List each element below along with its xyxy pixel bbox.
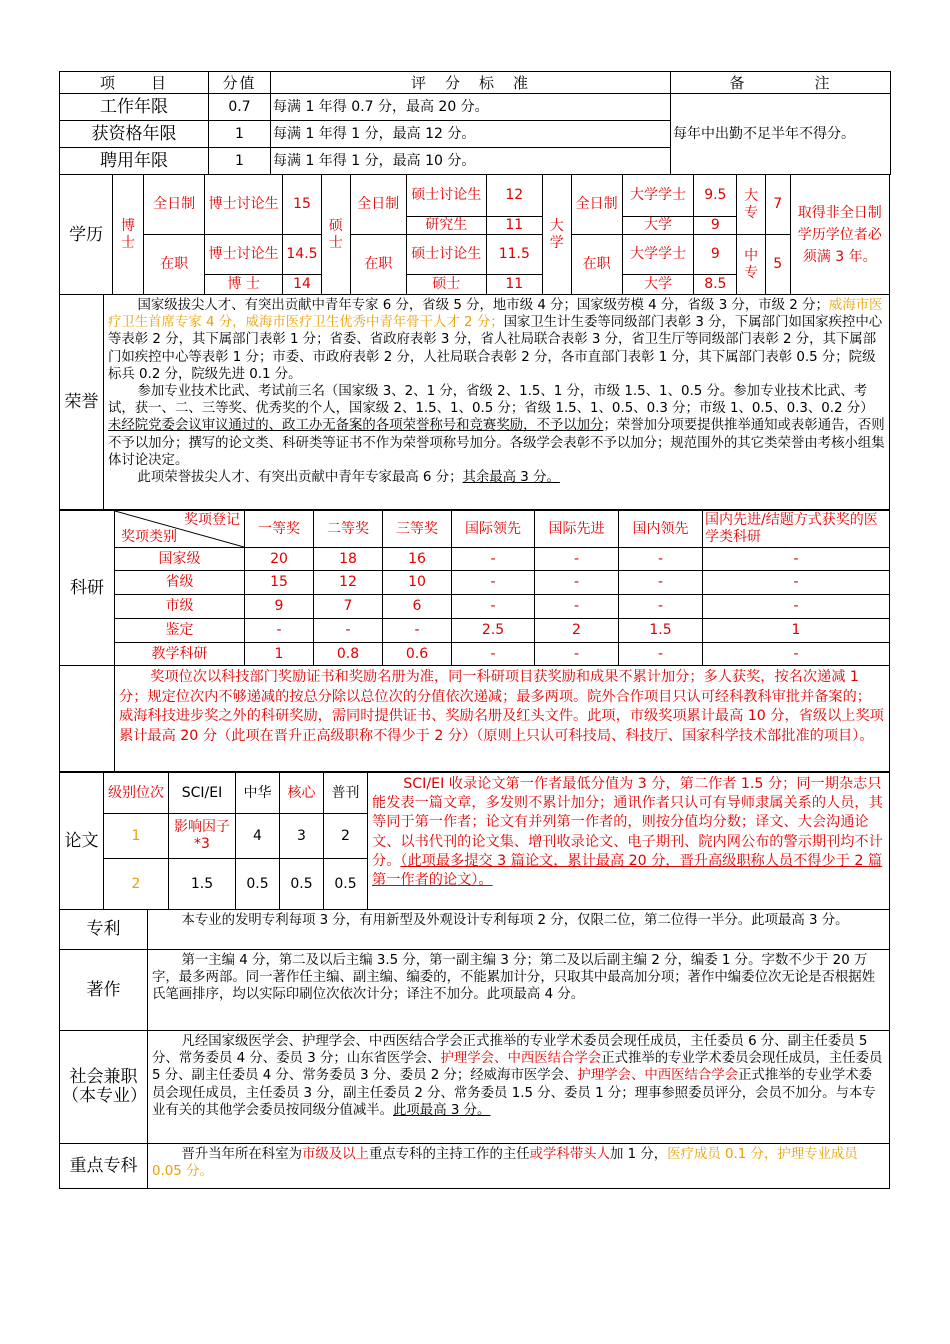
research-cell: -: [535, 571, 619, 595]
edu-fulltime: 全日制: [143, 175, 204, 235]
research-row-name: 市级: [115, 595, 245, 619]
research-cell: 2: [535, 619, 619, 643]
social-e: 正式推举的专业学术委员会现任成员，主任委员 3 分，副主任委员 2 分、常务委员 1.5 分、委员 1 分；理事参照委员评分，会员不加分。与本专业有关的其他学会委员按同级分值减半。: [152, 1068, 876, 1118]
education-section: [59, 174, 890, 294]
edu-b-ft2-name: 大学: [622, 217, 694, 235]
paper-r1-level: 1: [104, 814, 169, 859]
research-cell: -: [452, 548, 535, 571]
years-desc: 每满 1 年得 1 分，最高 10 分。: [271, 148, 671, 175]
edu-bachelor: 大学: [542, 175, 571, 295]
edu-m-is1-name: 硕士讨论生: [406, 235, 486, 275]
years-score: 1: [209, 121, 271, 148]
honor-p2b: 未经院党委会议审议通过的、政工办无备案的各项荣誉称号和竞赛奖励，不予以加分: [108, 418, 604, 434]
years-name: 聘用年限: [60, 148, 209, 175]
key-e: 加 1 分，: [609, 1147, 668, 1162]
research-cell: 1: [245, 643, 314, 666]
research-row-name: 鉴定: [115, 619, 245, 643]
edu-d-ft-name: 博士讨论生: [205, 175, 283, 235]
edu-m-is2-name: 硕士: [406, 275, 486, 295]
paper-r1-val: 影响因子*3: [169, 814, 236, 859]
edu-inservice: 在职: [350, 235, 406, 295]
research-note-blank: [60, 666, 115, 772]
key-d: 或学科带头人: [529, 1147, 610, 1162]
years-score: 0.7: [209, 94, 271, 121]
research-cell: -: [314, 619, 383, 643]
edu-d-is1-name: 博士讨论生: [205, 235, 283, 275]
paper-h-col: 核心: [280, 773, 324, 814]
edu-d-is2-name: 博 士: [205, 275, 283, 295]
key-b: 市级及以上: [301, 1147, 369, 1162]
works-label: 著作: [60, 950, 148, 1031]
edu-doctor: 博士: [113, 175, 144, 295]
edu-m-ft1-score: 12: [486, 175, 542, 217]
edu-master: 硕士: [321, 175, 350, 295]
honor-p3b: 其余最高 3 分。: [462, 470, 560, 486]
edu-fulltime: 全日制: [350, 175, 406, 235]
paper-r2-val: 0.5: [280, 859, 324, 910]
research-cell: -: [452, 643, 535, 666]
paper-note-b: （此项最多提交 3 篇论文，累计最高 20 分，晋升高级职称人员不得少于 2 篇第一作者的论文）。: [372, 852, 883, 889]
research-row-name: 国家级: [115, 548, 245, 571]
social-label: 社会兼职（本专业）: [60, 1031, 148, 1144]
key-a: 晋升当年所在科室为: [181, 1147, 302, 1162]
research-col: 国内领先: [619, 511, 703, 548]
research-diag-cell: [115, 511, 245, 548]
patent-text: [148, 910, 890, 950]
edu-b-is2-name: 大学: [622, 275, 694, 295]
honor-section: [59, 294, 890, 510]
social-text: [148, 1031, 890, 1144]
paper-label: 论文: [60, 773, 104, 910]
research-cell: -: [703, 571, 890, 595]
social-a: 凡经国家级医学会、护理学会、中西医结合学会正式推举的专业学术委员会现任成员，主任委员 6 分、副主任委员 5 分、常务委员 4 分、委员 3 分；山东省医学会、: [152, 1034, 868, 1067]
edu-m-ft2-name: 研究生: [406, 217, 486, 235]
research-cell: 1.5: [619, 619, 703, 643]
research-cell: 10: [383, 571, 452, 595]
paper-h-col: 普刊: [324, 773, 368, 814]
edu-b-ft1-name: 大学学士: [622, 175, 694, 217]
research-cell: -: [535, 548, 619, 571]
research-row-name: 省级: [115, 571, 245, 595]
patent-text-p: 本专业的发明专利每项 3 分，有用新型及外观设计专利每项 2 分，仅限二位，第二位得一半分。此项最高 3 分。: [181, 913, 849, 928]
research-cell: -: [619, 643, 703, 666]
research-col: 一等奖: [245, 511, 314, 548]
edu-m-ft2-score: 11: [486, 217, 542, 235]
edu-remark: 取得非全日制学历学位者必须满 3 年。: [790, 175, 889, 295]
honor-p3a: 此项荣誉拔尖人才、有突出贡献中青年专家最高 6 分；: [137, 470, 463, 486]
social-d: 护理学会、中西医结合学会: [577, 1068, 739, 1084]
research-cell: 18: [314, 548, 383, 571]
research-col: 二等奖: [314, 511, 383, 548]
paper-r1-val: 3: [280, 814, 324, 859]
paper-note: [368, 773, 890, 910]
edu-m-is2-score: 11: [486, 275, 542, 295]
works-text-p: 第一主编 4 分，第二及以后主编 3.5 分，第一副主编 3 分；第二及以后副主编 2 分，编委 1 分。字数不少于 20 万字，最多两部。同一著作任主编、副主编、编委的，不能累加计分，只取其中最高加分项；著作中编委位次无论是否根据姓氏笔画排序，均以实际印刷位次依次计分；译注不加分。此项最高 4 分。: [152, 953, 876, 1003]
honor-p2a: 参加专业技术比武、考试前三名（国家级 3、2、1 分，省级 2、1.5、1 分，市级 1.5、1、0.5 分。参加专业技术比武、考试，获一、二、三等奖、优秀奖的个人，国家级 2、1.5、1、0.5 分；省级 1.5、1、0.5、0.3 分；市级 1、0.5、0.3、0.2 分）: [108, 384, 874, 417]
research-cell: -: [619, 595, 703, 619]
honor-label: 荣誉: [60, 295, 104, 510]
social-f: 此项最高 3 分。: [393, 1102, 491, 1118]
edu-b-is2-score: 8.5: [694, 275, 737, 295]
paper-r2-val: 1.5: [169, 859, 236, 910]
education-label: 学历: [60, 175, 113, 295]
research-col: 三等奖: [383, 511, 452, 548]
honor-p2c: ；荣誉加分项要提供推举通知或表彰通告，否则不予以加分；撰写的论文类、科研类等证书不作为荣誉项称号加分。各级学会表彰不予以加分；规范围外的其它类荣誉由考核小组集体讨论决定。: [108, 418, 885, 468]
edu-inservice: 在职: [571, 235, 622, 295]
key-label: 重点专科: [60, 1144, 148, 1189]
key-c: 重点专科的主持工作的主任: [368, 1147, 530, 1162]
research-note-section: [59, 665, 890, 772]
research-row-name: 教学科研: [115, 643, 245, 666]
research-section: [59, 510, 890, 665]
key-text: [148, 1144, 890, 1189]
years-name: 获资格年限: [60, 121, 209, 148]
research-label: 科研: [60, 511, 115, 666]
research-diag-top: 奖项登记: [184, 512, 240, 528]
paper-note-a: SCI/EI 收录论文第一作者最低分值为 3 分，第二作者 1.5 分；同一期杂志只能发表一篇文章，多发则不累计加分；通讯作者只认可有导师隶属关系的人员，其等同于第一作者；论文有并列第一作者的，则按分值均分数；译文、大会沟通论文、以书代刊的论文集、增刊收录论文、电子期刊、院内网公布的警示期刊均不计分。: [372, 776, 883, 869]
research-col: 国际先进: [535, 511, 619, 548]
years-name: 工作年限: [60, 94, 209, 121]
header-remark: 备 注: [671, 72, 891, 94]
research-cell: -: [535, 643, 619, 666]
research-cell: 2.5: [452, 619, 535, 643]
research-cell: -: [703, 595, 890, 619]
research-cell: -: [535, 595, 619, 619]
research-cell: 6: [383, 595, 452, 619]
honor-p1c: 国家卫生计生委等同级部门表彰 3 分，下属部门如国家疾控中心等表彰 2 分，其下属部门表彰 1 分；省委、省政府表彰 3 分，省人社局联合表彰 3 分，省卫生厅等同级部门表彰 2 分，其下属部门如疾控中心等表彰 1 分；市委、市政府表彰 2 分，人社局联合表彰 2 分，各市直部门表彰 1 分，其下属部门表彰 0.5 分；院级标兵 0.2 分，院级先进 0.1 分。: [108, 315, 883, 382]
honor-p1a: 国家级拔尖人才、有突出贡献中青年专家 6 分，省级 5 分，地市级 4 分；国家级劳模 4 分，省级 3 分，市级 2 分；: [137, 298, 829, 313]
paper-h-col: 中华: [236, 773, 280, 814]
research-cell: 20: [245, 548, 314, 571]
research-cell: 9: [245, 595, 314, 619]
research-cell: -: [452, 595, 535, 619]
paper-h-level: 级别位次: [104, 773, 169, 814]
misc-section: [59, 909, 890, 1188]
research-cell: 0.8: [314, 643, 383, 666]
edu-d-is1-score: 14.5: [283, 235, 322, 275]
header-score: 分值: [209, 72, 271, 94]
research-cell: 1: [703, 619, 890, 643]
years-remark: 每年中出勤不足半年不得分。: [671, 94, 891, 175]
edu-b-ft1-score: 9.5: [694, 175, 737, 217]
years-section: [59, 71, 890, 174]
header-item: 项 目: [60, 72, 209, 94]
key-f: 医疗成员 0.1 分，护理专业成员 0.05 分。: [152, 1147, 858, 1180]
research-cell: 7: [314, 595, 383, 619]
years-score: 1: [209, 148, 271, 175]
edu-secondary-score: 5: [765, 235, 790, 295]
paper-h-col: SCI/EI: [169, 773, 236, 814]
research-cell: -: [703, 643, 890, 666]
edu-secondary: 中专: [737, 235, 766, 295]
edu-b-is1-score: 9: [694, 235, 737, 275]
years-desc: 每满 1 年得 1 分，最高 12 分。: [271, 121, 671, 148]
research-cell: 16: [383, 548, 452, 571]
research-cell: -: [452, 571, 535, 595]
edu-b-ft2-score: 9: [694, 217, 737, 235]
research-cell: -: [619, 571, 703, 595]
research-cell: -: [383, 619, 452, 643]
header-standard: 评 分 标 准: [271, 72, 671, 94]
honor-text: [104, 295, 890, 510]
paper-r1-val: 2: [324, 814, 368, 859]
research-cell: 15: [245, 571, 314, 595]
research-note: [115, 666, 890, 772]
works-text: [148, 950, 890, 1031]
edu-college-score: 7: [765, 175, 790, 235]
edu-inservice: 在职: [143, 235, 204, 295]
research-cell: -: [619, 548, 703, 571]
paper-r2-level: 2: [104, 859, 169, 910]
edu-college: 大专: [737, 175, 766, 235]
research-cell: 12: [314, 571, 383, 595]
edu-fulltime: 全日制: [571, 175, 622, 235]
research-note-text: 奖项位次以科技部门奖励证书和奖励名册为准，同一科研项目获奖励和成果不累计加分；多人获奖，按名次递减 1 分；规定位次内不够递减的按总分除以总位次的分值依次递减；最多两项。院外合作项目只认可经科教科审批并备案的；威海科技进步奖之外的科研奖励，需同时提供证书、奖励名册及红头文件。此项，市级奖项累计最高 10 分，省级以上奖项累计最高 20 分（此项在晋升正高级职称不得少于 2 分）（原则上只认可科技局、科技厅、国家科学技术部批准的项目）。: [119, 669, 884, 744]
research-diag-bottom: 奖项类别: [121, 529, 177, 546]
research-cell: 0.6: [383, 643, 452, 666]
research-col: 国内先进/结题方式获奖的医学类科研: [703, 511, 890, 548]
paper-r2-val: 0.5: [236, 859, 280, 910]
years-desc: 每满 1 年得 0.7 分，最高 20 分。: [271, 94, 671, 121]
paper-r1-val: 4: [236, 814, 280, 859]
paper-section: [59, 772, 890, 909]
honor-p1b: 威海市医疗卫生首席专家 4 分，威海市医疗卫生优秀中青年骨干人才 2 分；: [108, 298, 883, 331]
research-cell: -: [703, 548, 890, 571]
social-b: 护理学会、中西医结合学会: [440, 1051, 602, 1067]
social-c: 正式推举的专业学术委员会现任成员，主任委员 5 分、副主任委员 4 分、常务委员 3 分、委员 2 分；经威海市医学会、: [152, 1051, 883, 1084]
patent-label: 专利: [60, 910, 148, 950]
edu-d-is2-score: 14: [283, 275, 322, 295]
edu-m-ft1-name: 硕士讨论生: [406, 175, 486, 217]
research-cell: -: [245, 619, 314, 643]
edu-d-ft-score: 15: [283, 175, 322, 235]
research-col: 国际领先: [452, 511, 535, 548]
paper-r2-val: 0.5: [324, 859, 368, 910]
edu-b-is1-name: 大学学士: [622, 235, 694, 275]
edu-m-is1-score: 11.5: [486, 235, 542, 275]
